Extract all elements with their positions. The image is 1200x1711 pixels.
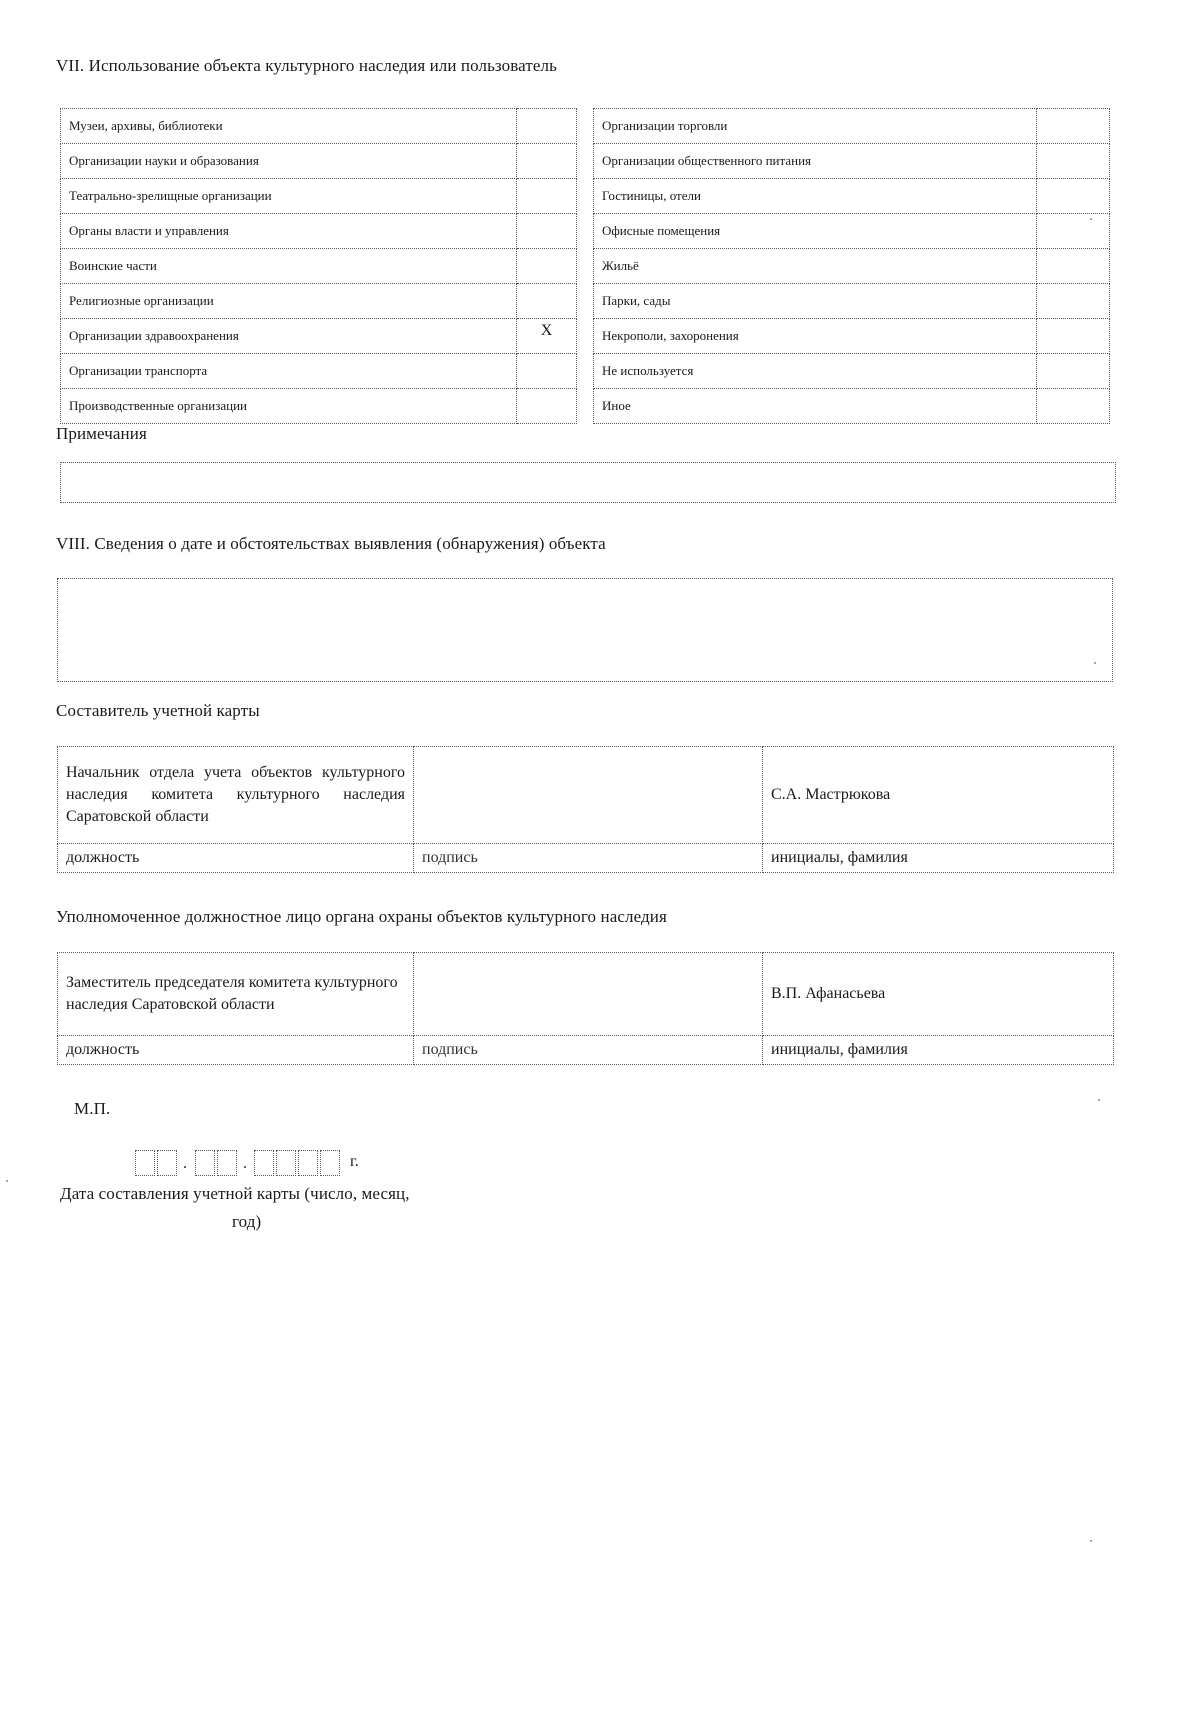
stamp-label: М.П. [74,1099,111,1118]
usage-category-label: Религиозные организации [61,284,517,319]
usage-mark-cell[interactable] [1037,389,1110,424]
usage-mark-cell[interactable] [1037,319,1110,354]
usage-row-left [61,284,577,319]
compiler-position-label: должность [58,844,414,873]
usage-mark-cell[interactable] [1037,109,1110,144]
usage-table-right [593,108,1110,424]
usage-mark-cell[interactable] [517,214,577,249]
scan-speck [1090,218,1092,220]
usage-mark-cell[interactable] [1037,144,1110,179]
usage-row-left [61,389,577,424]
usage-mark-cell[interactable] [517,144,577,179]
official-name-label: инициалы, фамилия [763,1036,1114,1065]
official-position: Заместитель председателя комитета культурного наследия Саратовской области [58,953,414,1036]
usage-mark-cell[interactable] [517,354,577,389]
compiler-position: Начальник отдела учета объектов культурного наследия комитета культурного наследия Саратовской области [58,747,414,844]
usage-category-label: Не используется [594,354,1037,389]
compiler-name: С.А. Мастрюкова [763,747,1114,844]
date-year-digit-1[interactable] [254,1150,274,1176]
official-name: В.П. Афанасьева [763,953,1114,1036]
date-caption-line1: Дата составления учетной карты (число, месяц, [60,1184,410,1203]
usage-category-label: Театрально-зрелищные организации [61,179,517,214]
date-separator: . [243,1155,247,1172]
usage-row-left [61,249,577,284]
usage-mark-cell[interactable]: X [517,319,577,354]
date-caption-line2: год) [232,1212,262,1231]
usage-category-label: Музеи, архивы, библиотеки [61,109,517,144]
usage-category-label: Организации транспорта [61,354,517,389]
usage-row-right [594,284,1110,319]
compiler-signature-field[interactable] [414,747,763,844]
notes-field[interactable] [60,462,1116,503]
compiler-signature-label: подпись [414,844,763,873]
scan-speck [1098,1099,1100,1101]
official-table [57,952,1114,1065]
date-year-digit-3[interactable] [298,1150,318,1176]
section7-title: VII. Использование объекта культурного наследия или пользователь [56,56,557,75]
official-signature-field[interactable] [414,953,763,1036]
scan-speck [1090,1540,1092,1542]
usage-row-right [594,319,1110,354]
notes-title: Примечания [56,424,147,443]
usage-row-left [61,214,577,249]
date-year-digit-4[interactable] [320,1150,340,1176]
scan-speck [6,1180,8,1182]
date-separator: . [183,1155,187,1172]
usage-row-left [61,354,577,389]
usage-row-right [594,249,1110,284]
official-position-label: должность [58,1036,414,1065]
usage-category-label: Производственные организации [61,389,517,424]
usage-mark-cell[interactable] [517,284,577,319]
discovery-details-field[interactable] [57,578,1113,682]
usage-row-right [594,144,1110,179]
date-day-digit-1[interactable] [135,1150,155,1176]
usage-category-label: Организации общественного питания [594,144,1037,179]
usage-category-label: Организации науки и образования [61,144,517,179]
usage-row-right [594,354,1110,389]
usage-table-left [60,108,577,424]
usage-mark-cell[interactable] [517,179,577,214]
usage-category-label: Органы власти и управления [61,214,517,249]
usage-row-left [61,109,577,144]
usage-mark-cell[interactable] [1037,284,1110,319]
compiler-table [57,746,1114,873]
date-month-digit-1[interactable] [195,1150,215,1176]
date-month-digit-2[interactable] [217,1150,237,1176]
official-title: Уполномоченное должностное лицо органа охраны объектов культурного наследия [56,907,667,926]
usage-mark-cell[interactable] [1037,354,1110,389]
usage-row-right [594,179,1110,214]
usage-category-label: Иное [594,389,1037,424]
usage-mark-cell[interactable] [517,109,577,144]
usage-row-left [61,319,577,354]
date-day-digit-2[interactable] [157,1150,177,1176]
usage-category-label: Организации торговли [594,109,1037,144]
date-year-suffix: г. [350,1153,359,1170]
usage-mark-cell[interactable] [1037,179,1110,214]
usage-row-left [61,179,577,214]
usage-category-label: Организации здравоохранения [61,319,517,354]
usage-category-label: Жильё [594,249,1037,284]
usage-row-right [594,109,1110,144]
usage-mark-cell[interactable] [517,389,577,424]
usage-mark-cell[interactable] [517,249,577,284]
usage-row-right [594,214,1110,249]
usage-category-label: Офисные помещения [594,214,1037,249]
usage-category-label: Некрополи, захоронения [594,319,1037,354]
section8-title: VIII. Сведения о дате и обстоятельствах выявления (обнаружения) объекта [56,534,606,553]
usage-category-label: Гостиницы, отели [594,179,1037,214]
compiler-name-label: инициалы, фамилия [763,844,1114,873]
usage-mark-cell[interactable] [1037,214,1110,249]
usage-row-right [594,389,1110,424]
date-year-digit-2[interactable] [276,1150,296,1176]
usage-row-left [61,144,577,179]
scan-speck [1094,662,1096,664]
usage-category-label: Парки, сады [594,284,1037,319]
official-signature-label: подпись [414,1036,763,1065]
usage-mark-cell[interactable] [1037,249,1110,284]
usage-category-label: Воинские части [61,249,517,284]
compiler-title: Составитель учетной карты [56,701,260,720]
